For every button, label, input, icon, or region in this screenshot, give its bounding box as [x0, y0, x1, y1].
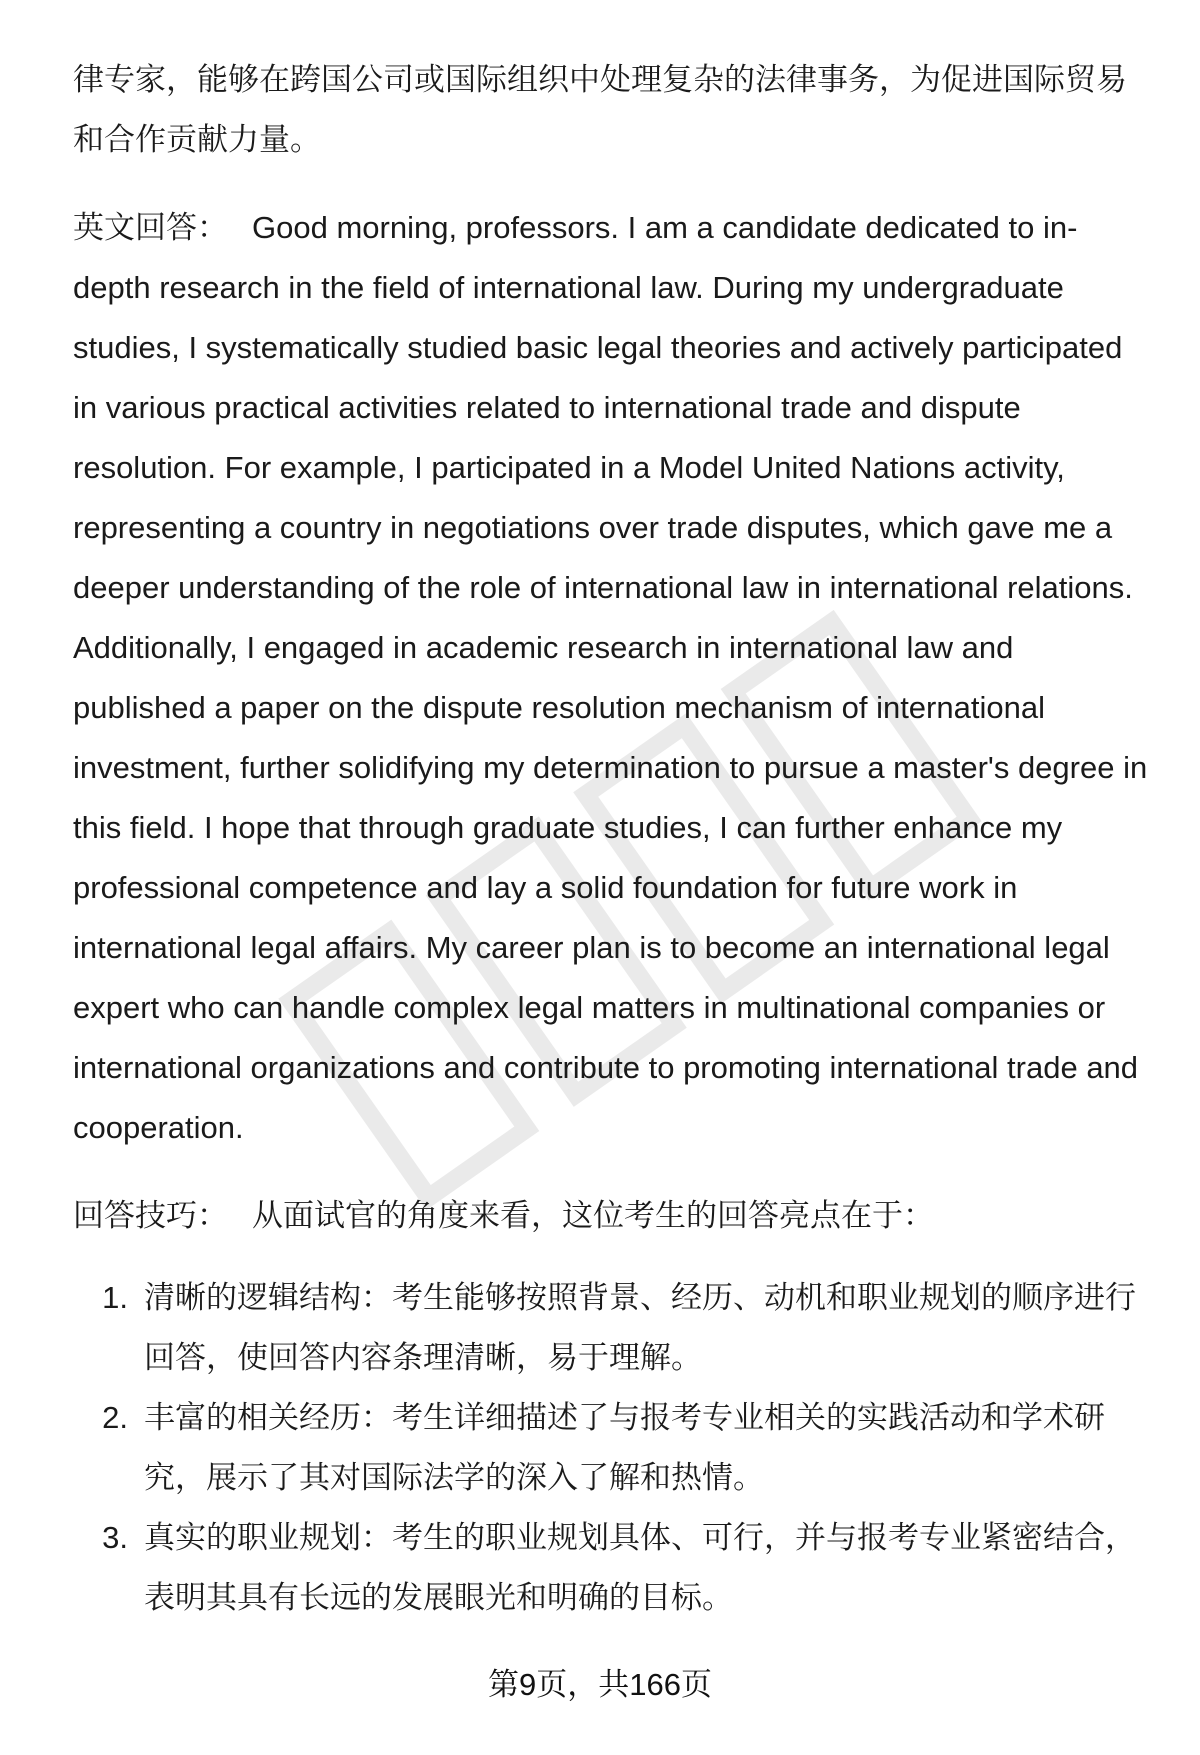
list-item-number: 2 . [73, 1388, 128, 1508]
english-answer-paragraph [73, 198, 1153, 1158]
list-item-text: 清晰的逻辑结构：考生能够按照背景、经历、动机和职业规划的顺序进行回答，使回答内容条理清晰，易于理解。 [144, 1280, 1136, 1375]
tips-paragraph [73, 1186, 1153, 1246]
tips-list [73, 1268, 1153, 1628]
tips-label: 回答技巧： [73, 1198, 228, 1233]
list-item [73, 1388, 1153, 1508]
document-body [73, 50, 1153, 1628]
list-item [73, 1268, 1153, 1388]
list-item-text: 真实的职业规划：考生的职业规划具体、可行，并与报考专业紧密结合，表明其具有长远的发展眼光和明确的目标。 [144, 1520, 1136, 1615]
intro-paragraph: 律专家，能够在跨国公司或国际组织中处理复杂的法律事务，为促进国际贸易和合作贡献力量。 [73, 62, 1127, 157]
list-item-text: 丰富的相关经历：考生详细描述了与报考专业相关的实践活动和学术研究，展示了其对国际法学的深入了解和热情。 [144, 1400, 1105, 1495]
page-number-footer: 第9页，共166页 [488, 1667, 712, 1702]
english-answer-text: Good morning, professors. I am a candidate dedicated to in-depth research in the field of international law. During my undergraduate studies, I systematically studied basic legal theories and actively participated in various practical activities related to international trade and dispute resolution. For example, I participated in a Model United Nations activity, representing a country in negotiations over trade disputes, which gave me a deeper understanding of the role of international law in international relations. Additionally, I engaged in academic research in international law and published a paper on the dispute resolution mechanism of international investment, further solidifying my determination to pursue a master's degree in this field. I hope that through graduate studies, I can further enhance my professional competence and lay a solid foundation for future work in international legal affairs. My career plan is to become an international legal expert who can handle complex legal matters in multinational companies or international organizations and contribute to promoting international trade and cooperation. [73, 210, 1148, 1145]
list-item-number: 3 . [73, 1508, 128, 1628]
tips-intro-text: 从面试官的角度来看，这位考生的回答亮点在于： [252, 1198, 934, 1233]
english-answer-label: 英文回答： [73, 210, 228, 245]
list-item [73, 1508, 1153, 1628]
list-item-number: 1 . [73, 1268, 128, 1388]
